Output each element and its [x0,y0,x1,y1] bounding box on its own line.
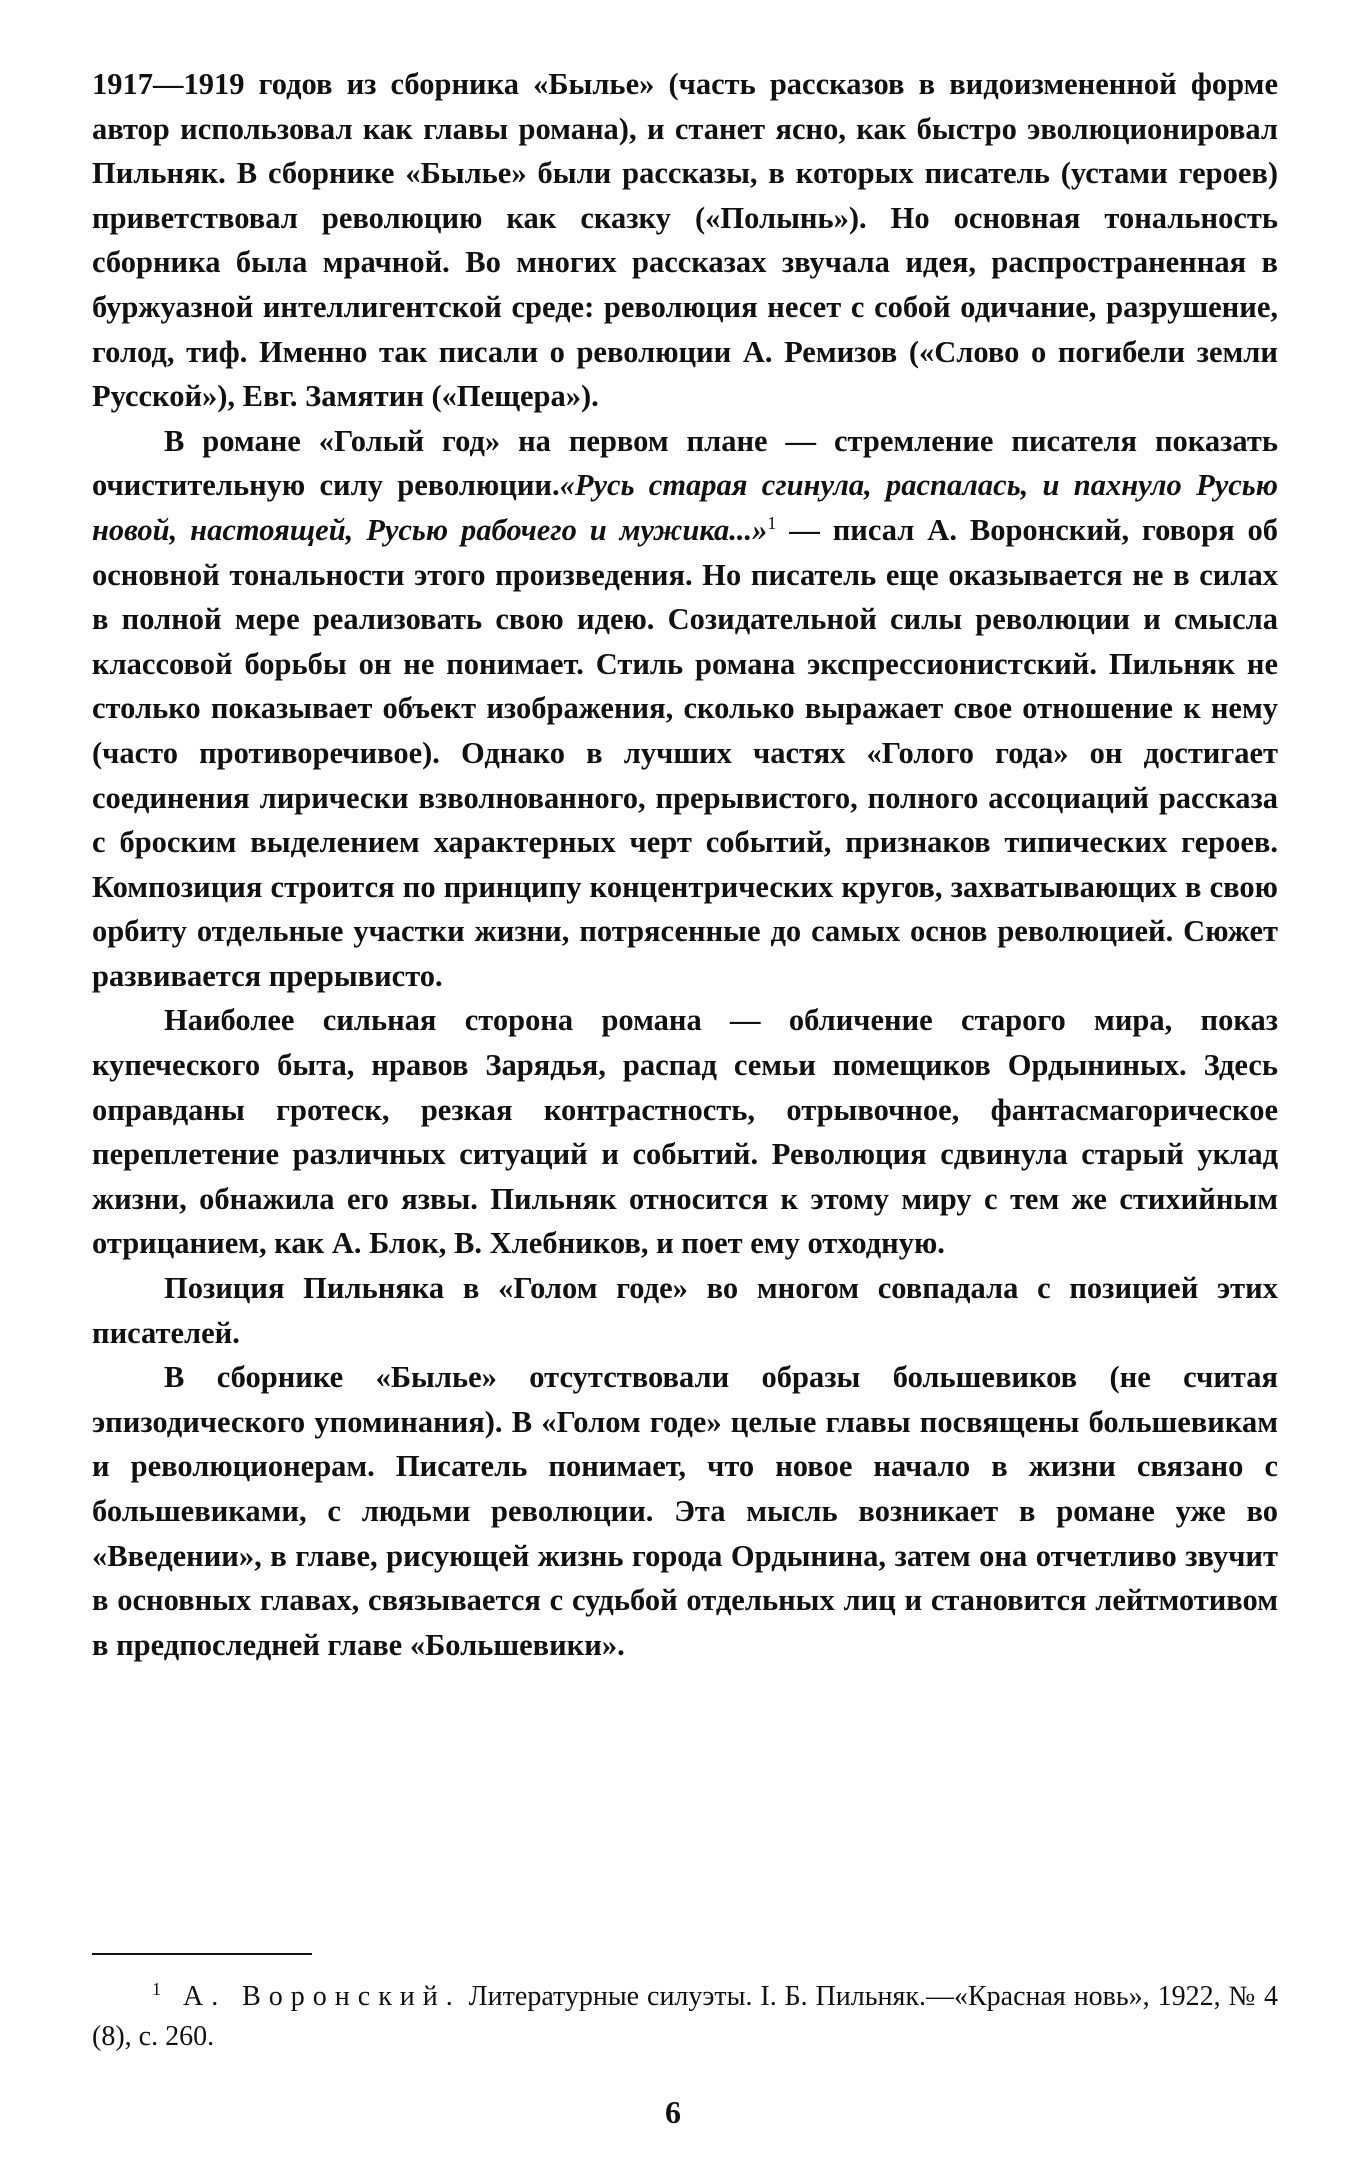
footnote-author: А. Воронский. [183,1981,461,2012]
footnote [92,1977,1278,2057]
page-body [92,62,1278,1667]
paragraph-2 [92,419,1278,999]
paragraph-5: В сборнике «Былье» отсутствовали образы большевиков (не считая эпизодического упоминания). В «Голом годе» целые главы посвящены большевикам и революционерам. Писатель понимает, что новое начало в жизни связано с большевиками, с людьми революции. Эта мысль возникает в романе уже во «Введении», в главе, рисующей жизнь города Ордынина, затем она отчетливо звучит в основных главах, связывается с судьбой отдельных лиц и становится лейтмотивом в предпоследней главе «Большевики». [92,1360,1278,1662]
paragraph-4: Позиция Пильняка в «Голом годе» во многом совпадала с позицией этих писателей. [92,1271,1278,1350]
footnote-divider [92,1953,312,1955]
footnote-text: Литературные силуэты. I. Б. Пильняк.—«Красная новь», 1922, № 4 (8), с. 260. [92,1981,1278,2052]
footnote-mark: 1 [152,1978,161,1999]
footnote-reference[interactable]: 1 [767,512,777,533]
paragraph-1: 1917—1919 годов из сборника «Былье» (часть рассказов в видоизмененной форме автор использовал как главы романа), и станет ясно, как быстро эволюционировал Пильняк. В сборнике «Былье» были рассказы, в которых писатель (устами героев) приветствовал революцию как сказку («Полынь»). Но основная тональность сборника была мрачной. Во многих рассказах звучала идея, распространенная в буржуазной интеллигентской среде: революция несет с собой одичание, разрушение, голод, тиф. Именно так писали о революции А. Ремизов («Слово о погибели земли Русской»), Евг. Замятин («Пещера»). [92,67,1278,414]
page-number: 6 [665,2094,681,2130]
paragraph-3: Наиболее сильная сторона романа — обличение старого мира, показ купеческого быта, нравов Зарядья, распад семьи помещиков Ордыниных. Здесь оправданы гротеск, резкая контрастность, отрывочное, фантасмагорическое переплетение различных ситуаций и событий. Революция сдвинула старый уклад жизни, обнажила его язвы. Пильняк относится к этому миру с тем же стихийным отрицанием, как А. Блок, В. Хлебников, и поет ему отходную. [92,1003,1278,1261]
paragraph-2-lead: В романе «Голый год» на первом плане — стремление писателя показать очистительную силу революции. [92,423,1278,503]
paragraph-2-rest: — писал А. Воронский, говоря об основной тональности этого произведения. Но писатель еще оказывается не в силах в полной мере реализовать свою идею. Созидательной силы революции и смысла классовой борьбы он не понимает. Стиль романа экспрессионистский. Пильняк не столько показывает объект изображения, сколько выражает свое отношение к нему (часто противоречивое). Однако в лучших частях «Голого года» он достигает соединения лирически взволнованного, прерывистого, полного ассоциаций рассказа с броским выделением характерных черт событий, признаков типических героев. Композиция строится по принципу концентрических кругов, захватывающих в свою орбиту отдельные участки жизни, потрясенные до самых основ революцией. Сюжет развивается прерывисто. [92,512,1279,993]
paragraph-2-quote: «Русь старая сгинула, распалась, и пахнуло Русью новой, настоящей, Русью рабочего и мужика...» [92,468,1278,547]
